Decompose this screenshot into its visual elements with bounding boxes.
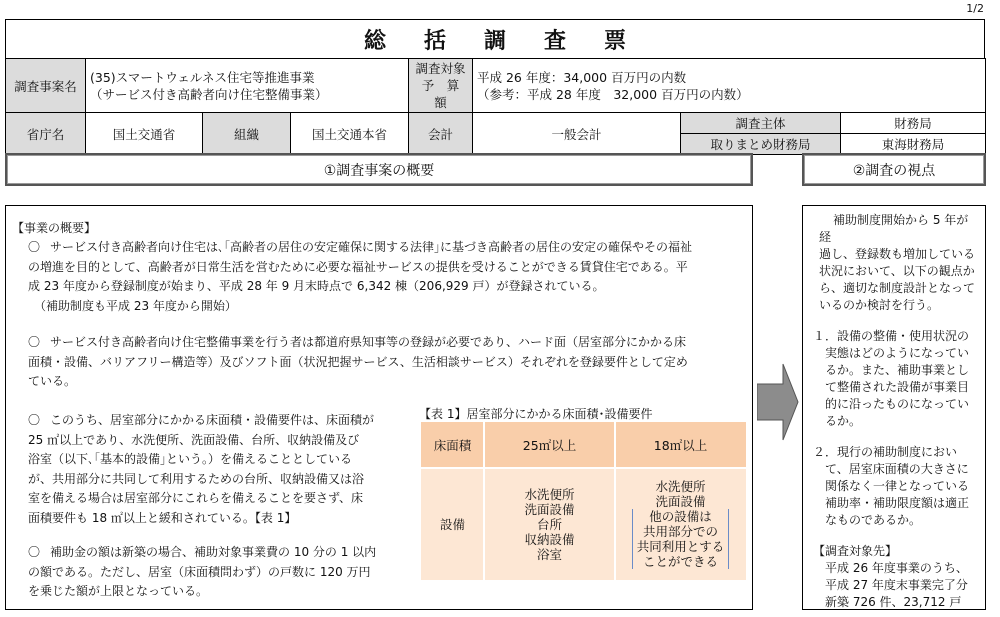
p2-line3: ている。 xyxy=(28,374,77,388)
budget-label-line2: 予 算 額 xyxy=(421,78,472,110)
p1-line3: 成 23 年度から登録制度が始まり、平成 28 年 9 月末時点で 6,342 棟（206,929 戸）が登録されている。 xyxy=(28,279,605,293)
viewpoint-intro xyxy=(813,212,977,314)
overview-heading: 【事業の概要】 xyxy=(12,221,97,235)
info-table xyxy=(5,58,986,155)
budget-line1: 平成 26 年度：34,000 百万円の内数 xyxy=(477,69,687,85)
bullet-mark: 〇 xyxy=(28,335,41,349)
table1-note-line: 他の設備は xyxy=(649,509,712,524)
table1-note-line: 共同利用とする xyxy=(636,539,725,554)
ministry-label: 省庁名 xyxy=(6,113,86,155)
survey-target-line: 新築 726 件、23,712 戸 xyxy=(825,595,962,609)
viewpoint-point-line: 補助率・補助限度額は適正 xyxy=(825,496,970,510)
paragraph-4 xyxy=(28,543,413,602)
table1 xyxy=(421,422,746,580)
org-value: 国土交通本省 xyxy=(291,113,409,155)
right-arrow-icon xyxy=(757,362,799,442)
p1-line4: （補助制度も平成 23 年度から開始） xyxy=(34,298,237,313)
viewpoint-intro-line: いるのか検討を行う。 xyxy=(819,298,940,312)
page-title: 総括調査票 xyxy=(363,28,664,54)
viewpoint-intro-line: 過し、登録数も増加している xyxy=(819,247,976,261)
viewpoint-point-line: なものであるか。 xyxy=(825,513,922,527)
viewpoint-point-line: て整備された設備が事業目 xyxy=(825,380,970,394)
table1-header-label: 床面積 xyxy=(421,422,484,468)
viewpoint-point-2 xyxy=(813,444,977,529)
title-box xyxy=(5,19,985,59)
table1-col2-note xyxy=(632,509,730,569)
table1-caption: 【表 1】居室部分にかかる床面積･設備要件 xyxy=(419,407,653,421)
table1-col1-item: 浴室 xyxy=(536,546,562,562)
table1-col1-header: 25㎡以上 xyxy=(484,422,615,468)
table1-col1-item: 水洗便所 xyxy=(524,486,575,502)
survey-target-heading: 【調査対象先】 xyxy=(813,544,898,558)
account-label: 会計 xyxy=(409,113,473,155)
table1-note-line: 共用部分での xyxy=(642,524,718,539)
table1-divider xyxy=(421,467,746,469)
case-name xyxy=(86,59,409,113)
p2-line2: 面積・設備、バリアフリー構造等）及びソフト面（状況把握サービス、生活相談サービス）それぞれを登録要件として定め xyxy=(28,354,688,369)
viewpoint-intro-line: ら、適切な制度設計となって xyxy=(819,281,976,295)
bullet-mark: 〇 xyxy=(28,240,41,254)
ministry-value: 国土交通省 xyxy=(86,113,203,155)
p4-line3: を乗じた額が上限となっている。 xyxy=(28,584,209,598)
budget-line2: （参考：平成 28 年度 32,000 百万円の内数） xyxy=(477,86,749,102)
viewpoint-point-line: て、居室床面積の大きさに xyxy=(825,462,969,476)
p3-line1: このうち、居室部分にかかる床面積・設備要件は、床面積が xyxy=(50,413,375,427)
coordinator-value: 東海財務局 xyxy=(841,134,986,155)
table1-col2-item: 洗面設備 xyxy=(655,494,706,509)
table1-col2-cell xyxy=(615,468,746,580)
budget-label-line1: 調査対象 xyxy=(415,61,466,76)
section1-title: ①調査事案の概要 xyxy=(323,162,435,179)
table1-col1-item: 洗面設備 xyxy=(524,501,575,517)
p3-line3: 浴室（以下､｢基本的設備｣という。）を備えることとしている xyxy=(28,452,353,466)
coordinator-label: 取りまとめ財務局 xyxy=(681,134,841,155)
case-label: 調査事案名 xyxy=(6,59,86,113)
org-label: 組織 xyxy=(203,113,291,155)
budget-value xyxy=(473,59,986,113)
case-name-line1: (35)スマートウェルネス住宅等推進事業 xyxy=(90,69,315,85)
section1-header xyxy=(5,153,753,186)
viewpoint-intro-line: 補助制度開始から 5 年が経 xyxy=(819,213,969,244)
subject-value: 財務局 xyxy=(841,113,986,134)
bullet-mark: 〇 xyxy=(28,413,41,427)
viewpoint-point-line: 的に沿ったものになってい xyxy=(825,397,970,411)
table1-note-line: ことができる xyxy=(642,554,718,569)
table1-col2-header: 18㎡以上 xyxy=(615,422,746,468)
viewpoint-point-line: 関係なく一律となっている xyxy=(825,479,970,493)
paragraph-2 xyxy=(28,333,746,392)
p4-line2: の額である。ただし、居室（床面積問わず）の戸数に 120 万円 xyxy=(28,564,371,579)
viewpoint-intro-line: 状況において、以下の観点か xyxy=(819,264,975,278)
viewpoint-point-line: るか。 xyxy=(825,414,862,428)
account-value: 一般会計 xyxy=(473,113,681,155)
table1-divider xyxy=(614,422,616,580)
p3-line6: 面積要件も 18 ㎡以上と緩和されている。【表 1】 xyxy=(28,510,297,525)
viewpoint-point-line: ２．現行の補助制度におい xyxy=(813,445,958,459)
viewpoint-panel xyxy=(802,205,986,610)
viewpoint-point-line: 実態はどのようになってい xyxy=(825,346,970,360)
viewpoint-point-line: １．設備の整備・使用状況の xyxy=(813,329,970,343)
subject-label: 調査主体 xyxy=(681,113,841,134)
viewpoint-point-line: るか。また、補助事業とし xyxy=(825,363,970,377)
section2-header xyxy=(802,153,986,186)
viewpoint-point-1 xyxy=(813,328,977,430)
case-name-line2: （サービス付き高齢者向け住宅整備事業） xyxy=(90,86,328,102)
paragraph-3 xyxy=(28,411,413,528)
table1-col2-item: 水洗便所 xyxy=(655,479,706,494)
survey-target-line: 平成 27 年度末事業完了分 xyxy=(825,578,968,592)
bullet-mark: 〇 xyxy=(28,545,41,559)
table1-col1-item: 台所 xyxy=(536,516,562,532)
p4-line1: 補助金の額は新築の場合、補助対象事業費の 10 分の 1 以内 xyxy=(50,545,377,559)
p2-line1: サービス付き高齢者向け住宅整備事業を行う者は都道府県知事等の登録が必要であり、ハード面（居室部分にかかる床 xyxy=(50,335,687,349)
p3-line2: 25 ㎡以上であり、水洗便所、洗面設備、台所、収納設備及び xyxy=(28,432,360,447)
table1-divider xyxy=(483,422,485,580)
table1-row-label: 設備 xyxy=(439,516,465,532)
section2-title: ②調査の視点 xyxy=(852,162,936,179)
paragraph-1 xyxy=(28,238,746,316)
survey-target-line: 平成 26 年度事業のうち、 xyxy=(825,561,968,575)
p3-line4: が、共用部分に共同して利用するための台所、収納設備又は浴 xyxy=(28,471,365,486)
budget-label xyxy=(409,59,473,113)
p3-line5: 室を備える場合は居室部分にこれらを備えることを要さず、床 xyxy=(28,491,364,505)
p1-line1: サービス付き高齢者向け住宅は､｢高齢者の居住の安定確保に関する法律｣に基づき高齢者の居住の安定の確保やその福祉 xyxy=(50,240,693,254)
table1-col1-cell xyxy=(484,468,615,580)
table1-col1-item: 収納設備 xyxy=(524,531,575,547)
p1-line2: の増進を目的として、高齢者が日常生活を営むために必要な福祉サービスの提供を受けることができる賃貸住宅である。平 xyxy=(28,259,688,274)
survey-target xyxy=(813,543,977,611)
page-number: 1/2 xyxy=(966,2,984,15)
